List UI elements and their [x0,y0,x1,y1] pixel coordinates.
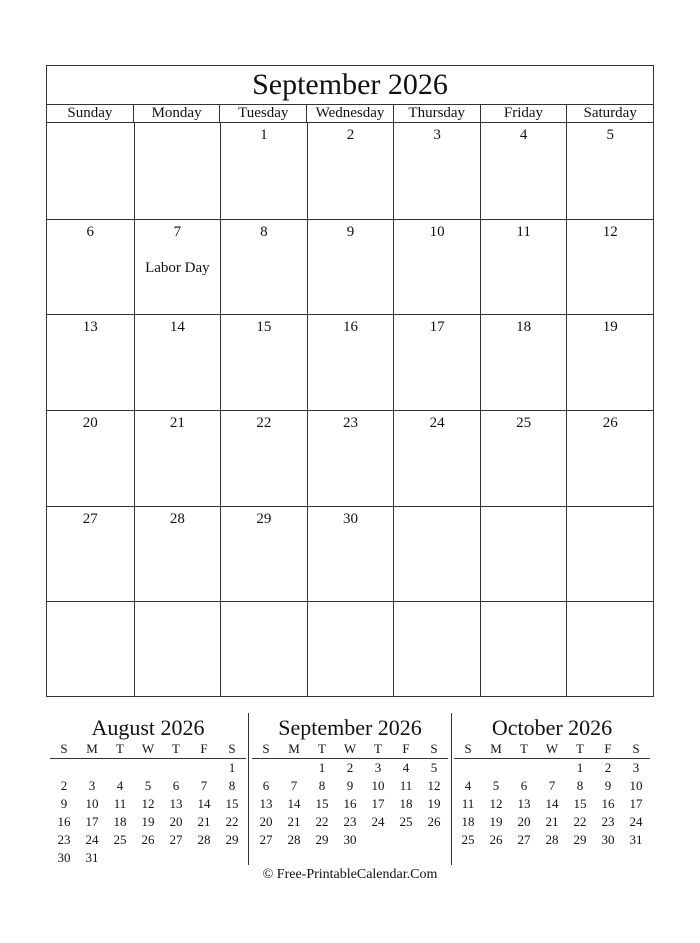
mini-day: 5 [144,778,152,793]
day-grid [47,123,653,697]
mini-weekday-row [252,741,448,759]
day-number: 1 [260,127,268,143]
day-cell[interactable] [47,506,134,602]
day-cell[interactable] [220,219,307,315]
day-number: 23 [342,414,358,431]
mini-day: 4 [402,760,410,775]
mini-day: 31 [85,850,99,865]
mini-day: 24 [629,814,643,829]
mini-day [134,849,162,867]
mini-weekday-label: S [632,741,640,756]
day-number: 14 [169,319,185,336]
mini-day: 23 [343,814,357,829]
mini-day: 20 [259,814,273,829]
mini-day [454,759,482,777]
day-cell[interactable] [307,219,394,315]
main-calendar [46,65,654,697]
day-number: 7 [173,223,182,240]
mini-day: 27 [517,832,531,847]
mini-weekday-label: F [200,741,208,756]
day-cell[interactable] [134,506,221,602]
day-number: 30 [342,510,358,527]
day-number: 5 [606,127,614,143]
day-cell[interactable] [480,601,567,697]
mini-day: 22 [573,814,587,829]
mini-day: 25 [399,814,413,829]
mini-day [190,849,218,867]
mini-day: 6 [520,778,528,793]
mini-weekday-label: M [288,741,300,756]
mini-day: 17 [371,796,385,811]
mini-day: 26 [489,832,503,847]
mini-day: 19 [427,796,441,811]
mini-calendar-title: October 2026 [491,715,613,740]
mini-calendar-august [50,715,246,867]
mini-day: 4 [464,778,472,793]
day-cell[interactable] [134,123,221,219]
mini-day: 21 [545,814,559,829]
day-number: 3 [433,127,441,143]
mini-day: 29 [225,832,239,847]
day-number: 9 [346,223,355,240]
day-cell[interactable] [566,601,653,697]
mini-day: 25 [113,832,127,847]
mini-day: 3 [88,778,96,793]
mini-day: 2 [60,778,68,793]
day-cell[interactable] [134,219,221,315]
mini-day: 28 [197,832,211,847]
mini-day: 28 [287,832,301,847]
day-number: 17 [429,319,445,336]
mini-day: 5 [430,760,438,775]
day-number: 28 [169,510,185,527]
mini-day: 17 [629,796,643,811]
day-number: 16 [342,319,358,336]
day-number: 29 [256,510,272,527]
mini-day: 12 [141,796,155,811]
day-cell[interactable] [566,314,653,410]
mini-day: 3 [374,760,382,775]
mini-day-grid [454,759,650,849]
mini-day [482,759,510,777]
mini-weekday-label: M [490,741,502,756]
mini-day: 10 [371,778,385,793]
mini-day: 16 [601,796,615,811]
weekday-label: Wednesday [306,105,393,122]
day-cell[interactable] [393,506,480,602]
mini-day: 29 [315,832,329,847]
mini-day: 1 [318,760,326,775]
day-cell[interactable] [480,314,567,410]
mini-day [392,831,420,849]
day-number: 19 [602,319,618,336]
mini-day: 11 [113,796,127,811]
day-number: 21 [169,414,185,431]
mini-weekday-label: S [60,741,68,756]
mini-day: 26 [141,832,155,847]
mini-weekday-label: W [343,741,357,756]
mini-day: 14 [287,796,301,811]
mini-day: 30 [601,832,615,847]
day-number: 20 [82,414,98,431]
mini-day: 15 [315,796,329,811]
mini-day: 18 [113,814,127,829]
mini-day [162,759,190,777]
day-number: 22 [256,414,272,431]
day-number: 25 [516,414,532,431]
mini-day: 16 [343,796,357,811]
mini-day: 24 [85,832,99,847]
mini-day: 27 [259,832,273,847]
day-cell[interactable] [220,506,307,602]
weekday-label: Friday [480,105,567,122]
mini-weekday-label: W [141,741,155,756]
weekday-label: Tuesday [219,105,306,122]
day-cell[interactable] [307,601,394,697]
mini-day: 3 [632,760,640,775]
weekday-label: Sunday [67,105,113,121]
day-cell[interactable] [134,410,221,506]
day-cell[interactable] [393,219,480,315]
day-cell[interactable] [47,601,134,697]
mini-day [280,759,308,777]
day-cell[interactable] [220,314,307,410]
mini-day: 1 [576,760,584,775]
mini-day: 21 [287,814,301,829]
mini-day: 7 [200,778,208,793]
mini-day: 1 [228,760,236,775]
mini-day: 26 [427,814,441,829]
weekday-label: Monday [133,105,220,122]
mini-day: 31 [629,832,643,847]
mini-day: 14 [197,796,211,811]
mini-day: 11 [399,778,413,793]
mini-weekday-label: T [172,741,180,756]
mini-day: 15 [573,796,587,811]
mini-day: 22 [315,814,329,829]
mini-day: 4 [116,778,124,793]
day-number: 4 [519,127,528,143]
day-cell[interactable] [480,219,567,315]
mini-day: 20 [169,814,183,829]
mini-day: 13 [259,796,273,811]
day-number: 12 [602,223,618,240]
day-number: 11 [516,223,531,240]
mini-day: 9 [604,778,612,793]
day-number: 13 [82,319,98,336]
mini-day: 18 [399,796,413,811]
mini-day [364,831,392,849]
mini-weekday-label: F [402,741,410,756]
mini-weekday-label: T [576,741,584,756]
day-cell[interactable] [566,410,653,506]
mini-day: 10 [85,796,99,811]
mini-day: 30 [343,832,357,847]
mini-day [510,759,538,777]
mini-day: 9 [346,778,354,793]
weekday-header-row [47,104,653,123]
mini-day: 13 [169,796,183,811]
day-number: 27 [82,510,98,527]
day-cell[interactable] [134,314,221,410]
mini-day [162,849,190,867]
day-cell[interactable] [566,506,653,602]
mini-day [106,759,134,777]
day-number: 18 [516,319,532,336]
mini-weekday-label: S [464,741,472,756]
day-cell[interactable] [393,314,480,410]
day-cell[interactable] [393,410,480,506]
day-cell[interactable] [47,123,134,219]
mini-weekday-row [50,741,246,759]
mini-day [50,759,78,777]
day-cell[interactable] [220,123,307,219]
divider [248,713,249,865]
mini-day: 29 [573,832,587,847]
mini-day: 16 [57,814,71,829]
mini-day: 15 [225,796,239,811]
mini-day: 14 [545,796,559,811]
mini-day [252,759,280,777]
day-cell[interactable] [480,123,567,219]
mini-day: 25 [461,832,475,847]
day-cell[interactable] [480,506,567,602]
mini-day [134,759,162,777]
mini-day: 8 [576,778,584,793]
calendar-title: September 2026 [252,68,448,101]
footer-credit[interactable]: © Free-PrintableCalendar.Com [262,867,438,882]
day-cell[interactable] [47,314,134,410]
weekday-label: Thursday [393,105,480,122]
mini-day: 13 [517,796,531,811]
day-number: 10 [429,223,445,240]
mini-weekday-label: F [604,741,612,756]
day-number: 6 [86,223,95,240]
mini-calendar-september [252,715,448,849]
mini-calendar-october [454,715,650,849]
mini-day: 12 [489,796,503,811]
mini-day [538,759,566,777]
mini-day: 24 [371,814,385,829]
mini-weekday-label: S [262,741,270,756]
mini-day: 23 [601,814,615,829]
mini-weekday-label: M [86,741,98,756]
day-cell[interactable] [393,601,480,697]
day-cell[interactable] [220,410,307,506]
mini-day: 9 [60,796,68,811]
mini-day: 23 [57,832,71,847]
day-cell[interactable] [220,601,307,697]
mini-day: 28 [545,832,559,847]
mini-day: 19 [489,814,503,829]
mini-calendar-title: September 2026 [278,715,422,740]
mini-day [190,759,218,777]
day-cell[interactable] [566,219,653,315]
mini-day: 6 [172,778,180,793]
mini-day: 2 [346,760,354,775]
mini-day [420,831,448,849]
day-cell[interactable] [307,314,394,410]
holiday-note: Labor Day [145,259,210,276]
mini-day [218,849,246,867]
mini-day [106,849,134,867]
day-cell[interactable] [307,123,394,219]
mini-day: 21 [197,814,211,829]
mini-day: 18 [461,814,475,829]
mini-day: 2 [604,760,612,775]
day-cell[interactable] [307,506,394,602]
mini-day: 17 [85,814,99,829]
mini-day-grid [252,759,448,849]
mini-day: 27 [169,832,183,847]
mini-weekday-row [454,741,650,759]
mini-day: 8 [318,778,326,793]
mini-weekday-label: S [430,741,438,756]
day-number: 2 [346,127,355,143]
weekday-label: Saturday [566,105,653,122]
mini-day: 10 [629,778,643,793]
day-cell[interactable] [566,123,653,219]
day-number: 26 [602,414,618,431]
mini-day: 6 [262,778,270,793]
day-cell[interactable] [47,410,134,506]
day-cell[interactable] [480,410,567,506]
mini-day-grid [50,759,246,867]
mini-day: 12 [427,778,441,793]
mini-calendar-title: August 2026 [91,715,205,740]
day-number: 24 [429,414,445,431]
mini-weekday-label: T [116,741,124,756]
mini-day: 19 [141,814,155,829]
mini-weekday-label: W [545,741,559,756]
mini-day: 11 [461,796,475,811]
mini-day [78,759,106,777]
day-number: 8 [260,223,268,240]
day-cell[interactable] [134,601,221,697]
day-cell[interactable] [47,219,134,315]
mini-day: 8 [228,778,236,793]
mini-weekday-label: T [374,741,382,756]
mini-weekday-label: T [520,741,528,756]
mini-weekday-label: T [318,741,326,756]
mini-day: 7 [290,778,298,793]
mini-day: 20 [517,814,531,829]
mini-day: 22 [225,814,239,829]
day-cell[interactable] [393,123,480,219]
day-number: 15 [256,319,272,336]
mini-day: 30 [57,850,71,865]
mini-day: 7 [548,778,556,793]
day-cell[interactable] [307,410,394,506]
mini-weekday-label: S [228,741,236,756]
divider [451,713,452,865]
mini-day: 5 [492,778,500,793]
